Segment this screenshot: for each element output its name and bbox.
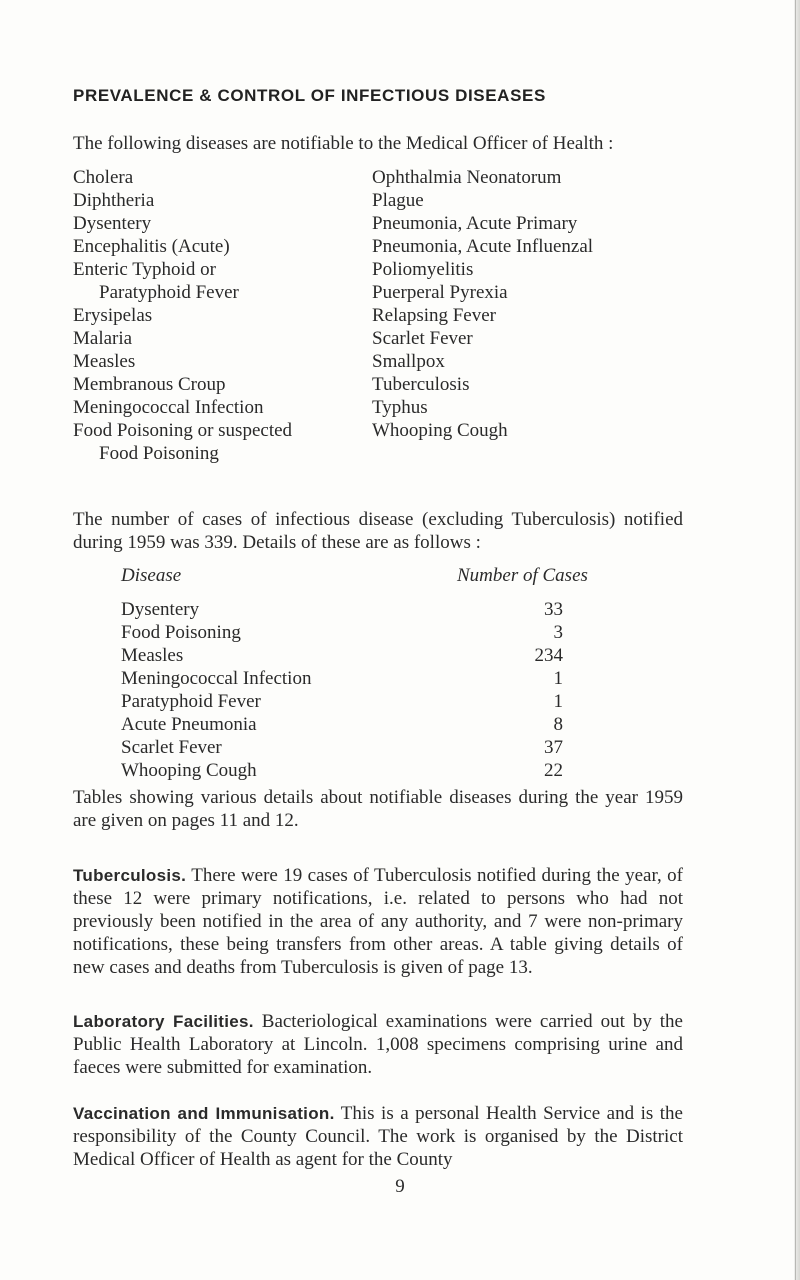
disease-item: Dysentery [73,213,152,234]
table-cell-cases: 1 [553,691,563,712]
notifiable-diseases-right-column [372,166,593,442]
disease-item: Typhus [372,397,428,418]
disease-item: Measles [73,351,136,372]
table-cell-disease: Acute Pneumonia [121,714,257,735]
table-row [121,621,581,644]
disease-item: Enteric Typhoid or [73,259,216,280]
disease-item: Puerperal Pyrexia [372,282,508,303]
disease-item: Diphtheria [73,190,155,211]
disease-item: Whooping Cough [372,420,508,441]
intro-paragraph: The following diseases are notifiable to the Medical Officer of Health : [73,133,614,154]
disease-item: Scarlet Fever [372,328,473,349]
table-row [121,713,581,736]
table-row [121,736,581,759]
disease-item: Pneumonia, Acute Influenzal [372,236,594,257]
disease-item: Smallpox [372,351,445,372]
table-cell-cases: 234 [534,645,563,666]
vaccination-body: This is a personal Health Service and is the responsibility of the County Council. The work is organised by the District Medical Officer of Health as agent for the County [73,1103,683,1170]
page-number: 9 [395,1176,405,1197]
disease-item: Erysipelas [73,305,153,326]
table-row [121,644,581,667]
tuberculosis-body: There were 19 cases of Tuberculosis notified during the year, of these 12 were primary notifications, i.e. related to persons who had not previously been notified in the area of any authority, and 7 were non-primary notifications, these being transfers from other areas. A table giving details of new cases and deaths from Tuberculosis is given of page 13. [73,865,683,978]
laboratory-heading: Laboratory Facilities. [73,1012,254,1031]
table-row [121,690,581,713]
tuberculosis-heading: Tuberculosis. [73,866,187,885]
disease-item: Plague [372,190,424,211]
table-cell-cases: 3 [553,622,563,643]
disease-item: Food Poisoning [99,443,219,464]
table-cell-cases: 1 [553,668,563,689]
disease-item: Pneumonia, Acute Primary [372,213,578,234]
table-cell-disease: Whooping Cough [121,760,257,781]
table-row [121,598,581,621]
vaccination-heading: Vaccination and Immunisation. [73,1104,335,1123]
disease-item: Malaria [73,328,133,349]
vaccination-paragraph [73,1102,683,1171]
table-cell-disease: Scarlet Fever [121,737,222,758]
table-cell-disease: Paratyphoid Fever [121,691,261,712]
page-edge-line [795,0,796,1280]
disease-item: Relapsing Fever [372,305,497,326]
table-cell-disease: Measles [121,645,184,666]
laboratory-paragraph [73,1010,683,1079]
table-cell-cases: 22 [544,760,563,781]
table-header-disease: Disease [121,565,182,586]
tables-paragraph: Tables showing various details about notifiable diseases during the year 1959 are given on pages 11 and 12. [73,787,683,831]
cases-table [121,598,581,782]
table-header-number: Number of Cases [457,565,588,586]
disease-item: Tuberculosis [372,374,470,395]
disease-item: Membranous Croup [73,374,226,395]
table-cell-cases: 37 [544,737,563,758]
table-row [121,759,581,782]
laboratory-body: Bacteriological examinations were carried out by the Public Health Laboratory at Lincoln. 1,008 specimens comprising urine and faeces were submitted for examination. [73,1011,683,1078]
cases-paragraph: The number of cases of infectious disease (excluding Tuberculosis) notified during 1959 was 339. Details of these are as follows : [73,509,683,553]
disease-item: Paratyphoid Fever [99,282,239,303]
tuberculosis-paragraph [73,864,683,979]
table-cell-disease: Meningococcal Infection [121,668,312,689]
disease-item: Encephalitis (Acute) [73,236,230,257]
disease-item: Poliomyelitis [372,259,474,280]
table-cell-disease: Food Poisoning [121,622,241,643]
table-row [121,667,581,690]
table-cell-disease: Dysentery [121,599,200,620]
disease-item: Cholera [73,167,134,188]
disease-item: Meningococcal Infection [73,397,264,418]
notifiable-diseases-left-column [73,166,292,465]
disease-item: Food Poisoning or suspected [73,420,293,441]
page-title: PREVALENCE & CONTROL OF INFECTIOUS DISEASES [73,86,546,105]
table-cell-cases: 8 [553,714,563,735]
table-cell-cases: 33 [544,599,563,620]
disease-item: Ophthalmia Neonatorum [372,167,562,188]
